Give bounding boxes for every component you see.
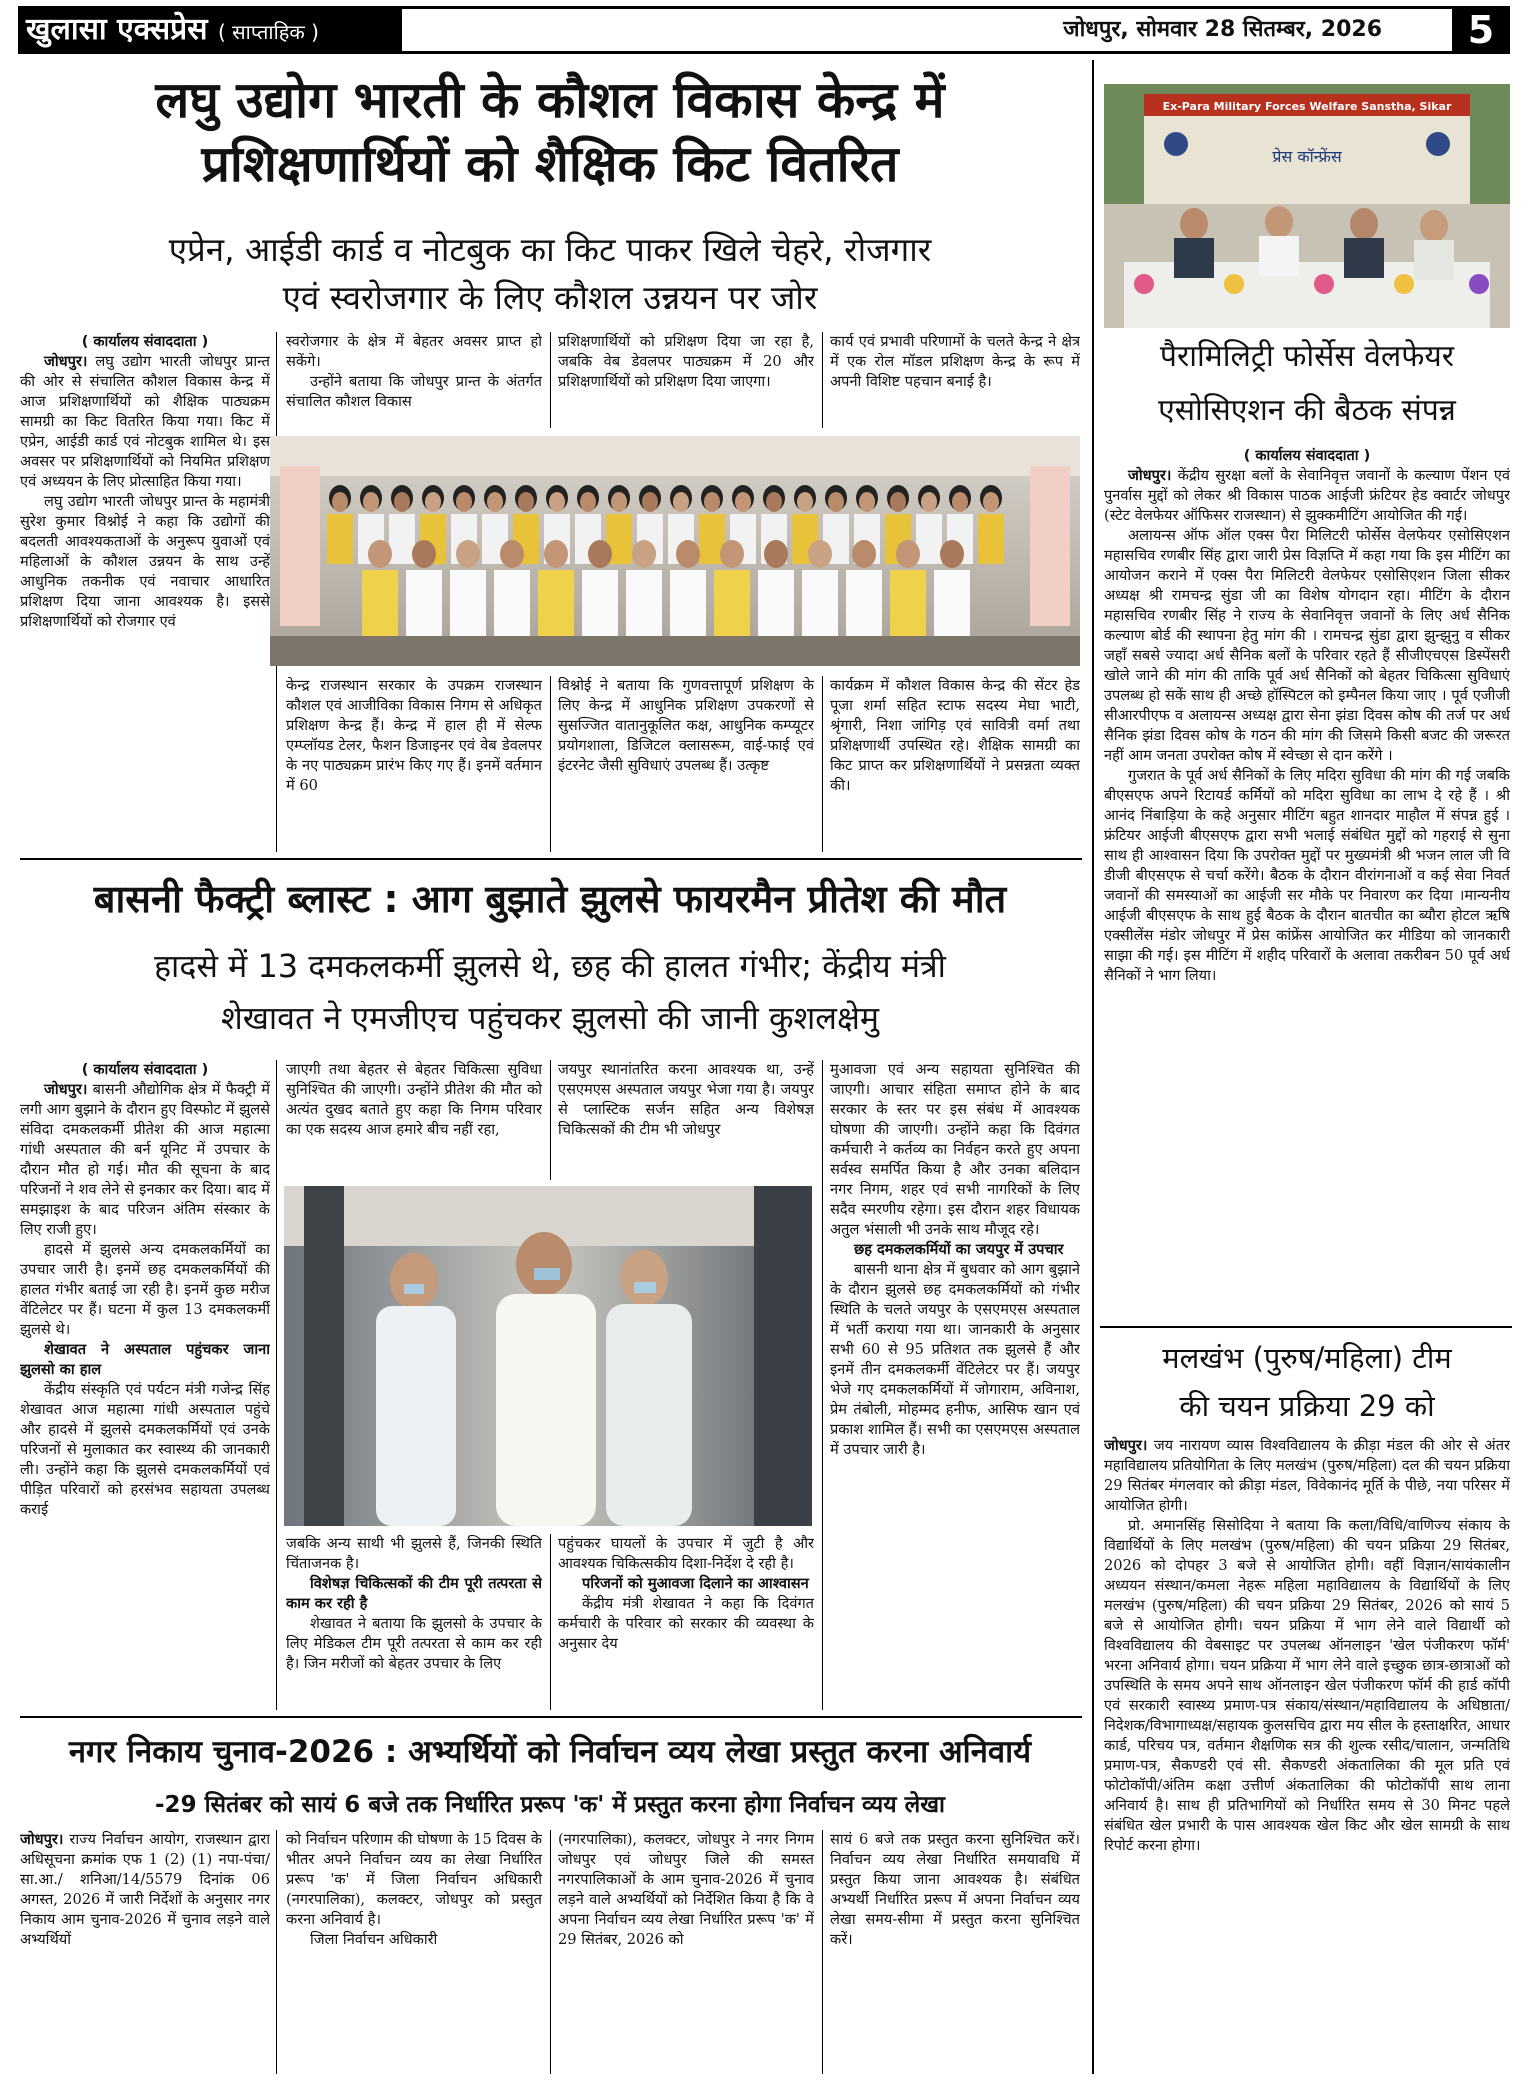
photo-sub-text: प्रेस कॉन्फ्रेंस <box>1272 147 1342 166</box>
story2-col4c-text: बासनी थाना क्षेत्र में बुधवार को आग बुझाने के दौरान झुलसे छह दमकलकर्मियों को गंभीर स्थिति के चलते जयपुर के एसएमएस अस्पताल में भर्ती कराया गया था। जानकारी के अनुसार सभी 60 से 95 प्रतिशत तक झुलसे हैं और इनमें तीन दमकलकर्मी वेंटिलेटर पर हैं। जयपुर भेजे गए दमकलकर्मियों में जोगाराम, अविनाश, प्रेम तंबोली, मोहम्मद हनीफ, आसिफ खान एवं प्रकाश शामिल हैं। सभी का एसएमएस अस्पताल में उपचार जारी है। <box>830 1261 1080 1458</box>
story2-subhead-4: छह दमकलकर्मियों का जयपुर में उपचार <box>854 1241 1064 1258</box>
story2-column-3-top <box>558 1060 814 1180</box>
story1-paragraph-1: लघु उद्योग भारती जोधपुर प्रान्त की ओर से संचालित कौशल विकास केन्द्र में आज प्रशिक्षणार्थियों को शैक्षिक पाठ्यक्रम सामग्री का किट वितरित किया गया। किट में एप्रेन, आईडी कार्ड एवं नोटबुक शामिल थे। इस अवसर पर प्रशिक्षणार्थियों को नियमित प्रशिक्षण एवं अध्ययन के लिए प्रोत्साहित किया गया। <box>20 353 270 490</box>
story2-paragraph-2: हादसे में झुलसे अन्य दमकलकर्मियों का उपचार जारी है। इनमें छह दमकलकर्मियों की हालत गंभीर बताई जा रही है। इनमें कुछ मरीज वेंटिलेटर पर हैं। घटना में कुल 13 दमकलकर्मी झुलसे थे। <box>20 1241 270 1338</box>
rail-divider <box>1092 60 1094 2074</box>
story4-byline: ( कार्यालय संवाददाता ) <box>1243 448 1371 464</box>
story1-col2-text-b: उन्होंने बताया कि जोधपुर प्रान्त के अंतर्गत संचालित कौशल विकास <box>286 373 542 410</box>
story1-deck <box>20 226 1080 326</box>
story1-deck-line2: एवं स्वरोजगार के लिए कौशल उन्नयन पर जोर <box>282 278 818 317</box>
story3-col1-text: राज्य निर्वाचन आयोग, राजस्थान द्वारा अधिसूचना क्रमांक एफ 1 (2) (1) नपा-पंचा/सा.आ./ शनिआ/14/5579 दिनांक 06 अगस्त, 2026 में जारी निर्देशों के अनुसार नगर निकाय आम चुनाव-2026 में चुनाव लड़ने वाले अभ्यर्थियों <box>20 1831 270 1948</box>
story3-col4-text: सायं 6 बजे तक प्रस्तुत करना सुनिश्चित करें। निर्वाचन व्यय लेखा निर्धारित समयावधि में प्रस्तुत किया जाना आवश्यक है। संबंधित अभ्यर्थी निर्धारित प्ररूप में अपना निर्वाचन व्यय लेखा समय-सीमा में प्रस्तुत करना सुनिश्चित करें। <box>830 1831 1080 1948</box>
story2-col3b3-text: केंद्रीय मंत्री शेखावत ने कहा कि दिवंगत कर्मचारी के परिवार को सरकार की व्यवस्था के अनुसार देय <box>558 1595 814 1652</box>
story5-headline <box>1104 1334 1510 1434</box>
story1-column-2-bottom <box>286 676 542 852</box>
story2-col2-text: जाएगी तथा बेहतर से बेहतर चिकित्सा सुविधा सुनिश्चित की जाएगी। उन्होंने प्रीतेश की मौत को अत्यंत दुखद बताते हुए कहा कि निगम परिवार का एक सदस्य आज हमारे बीच नहीं रहा, <box>286 1061 542 1138</box>
story2-column-1 <box>20 1060 270 1710</box>
column-rule <box>550 332 551 428</box>
section-divider <box>20 1716 1082 1718</box>
story2-col2b-text: जबकि अन्य साथी भी झुलसे हैं, जिनकी स्थिति चिंताजनक है। <box>286 1535 542 1572</box>
story2-dateline: जोधपुर। <box>44 1081 88 1098</box>
story4-paragraph-3: गुजरात के पूर्व अर्ध सैनिकों के लिए मदिरा सुविधा की मांग की गई जबकि बीएसएफ अपने रिटायर्ड कर्मियों को मदिरा सुविधा का लाभ दे रहे हैं । श्री आनंद निंबाड़िया के कहे अनुसार मीटिंग बहुत शानदार माहौल में संपन्न हुई । फ्रंटियर आईजी बीएसएफ द्वारा सभी भलाई संबंधित मुद्दों को गहराई से सुना साथ ही आश्वासन दिया कि उपरोक्त मुद्दों पर मुख्यमंत्री श्री भजन लाल जी वि डीजी बीएसएफ से चर्चा करेंगे। बैठक के दौरान वीरांगनाओं व कई सेवा निवर्त जवानों की समस्याओं का आईजी सर मौके पर निवारण कर दिया ।मान्यनीय आईजी बीएसएफ के साथ हुई बैठक के दौरान बातचीत का ब्यौरा होटल ऋषि एक्सीलेंस मंडोर जोधपुर में प्रेस कांफ्रेंस आयोजित कर मीडिया को जानकारी साझा की गई। इस मीटिंग में शहीद परिवारों के अलावा तकरीबन 50 पूर्व अर्ध सैनिकों ने भाग लिया। <box>1104 767 1510 984</box>
column-rule <box>822 1060 823 1710</box>
story1-headline <box>20 68 1080 200</box>
story2-deck-line1: हादसे में 13 दमकलकर्मी झुलसे थे, छह की हालत गंभीर; केंद्रीय मंत्री <box>154 947 946 985</box>
story1-column-2-top <box>286 332 542 428</box>
hospital-photo <box>284 1186 812 1526</box>
story5-headline-line2: की चयन प्रक्रिया 29 को <box>1179 1389 1435 1423</box>
column-rule <box>822 1830 823 2074</box>
story4-body <box>1104 446 1510 1322</box>
story2-paragraph-1: बासनी औद्योगिक क्षेत्र में फैक्ट्री में लगी आग बुझाने के दौरान हुए विस्फोट में झुलसे संविदा दमकलकर्मी प्रीतेश की आज महात्मा गांधी अस्पताल की बर्न यूनिट में उपचार के दौरान मौत हो गई। मौत की सूचना के बाद परिजनों ने शव लेने से इनकार कर दिया। बाद में समझाइश के बाद परिजन अंतिम संस्कार के लिए राजी हुए। <box>20 1081 270 1238</box>
story1-column-4-bottom <box>830 676 1080 852</box>
section-divider <box>20 858 1082 860</box>
story1-headline-line2: प्रशिक्षणार्थियों को शैक्षिक किट वितरित <box>201 135 899 193</box>
story4-paragraph-1: केंद्रीय सुरक्षा बलों के सेवानिवृत्त जवानों के कल्याण पेंशन एवं पुनर्वास मुद्दों को लेकर श्री विकास पाठक आईजी फ्रंटियर हेड क्वार्टर जोधपुर (स्टेट वेलफेयर ऑफिसर राजस्थान) से झुक्कमीटिंग आयोजित की गई। <box>1104 467 1510 524</box>
story2-col3b-text: पहुंचकर घायलों के उपचार में जुटी है और आवश्यक चिकित्सकीय दिशा-निर्देश दे रही है। <box>558 1535 814 1572</box>
story2-column-2-bottom <box>286 1534 542 1710</box>
story1-dateline: जोधपुर। <box>44 353 88 370</box>
story5-paragraph-2: प्रो. अमानसिंह सिसोदिया ने बताया कि कला/विधि/वाणिज्य संकाय के विद्यार्थियों के लिए मलखंभ (पुरुष/महिला) की चयन प्रक्रिया 29 सितंबर, 2026 को दोपहर 3 बजे से आयोजित होगी। वहीं विज्ञान/सायंकालीन अध्ययन संस्थान/कमला नेहरू महिला महाविद्यालय के विद्यार्थियों के लिए मलखंभ (पुरुष/महिला) की चयन प्रक्रिया 29 सितंबर, 2026 को सायं 5 बजे से आयोजित होगी। चयन प्रक्रिया में भाग लेने वाले विद्यार्थी को विश्वविद्यालय की वेबसाइट पर उपलब्ध ऑनलाइन 'खेल पंजीकरण फॉर्म' भरना अनिवार्य होगा। चयन प्रक्रिया में भाग लेने वाले इच्छुक छात्र-छात्राओं को उपस्थिति के समय अपने साथ ऑनलाइन खेल पंजीकरण फॉर्म की हार्ड कॉपी एवं सरकारी स्वास्थ्य प्रमाण-पत्र संकाय/संस्थान/महाविद्यालय के अधिष्ठाता/निदेशक/विभागाध्यक्ष/सहायक कुलसचिव द्वारा मय सील के हस्ताक्षरित, आधार कार्ड, परिचय पत्र, वर्तमान शैक्षणिक सत्र की शुल्क रसीद/चालान, जन्मतिथि प्रमाण-पत्र, सैकण्डरी एवं सी. सैकण्डरी अंकतालिका की मूल प्रति एवं फोटोकॉपी/अंतिम कक्षा उत्तीर्ण अंकतालिका की फोटोकॉपी साथ लाना अनिवार्य है। साथ ही प्रतिभागियों को निर्धारित समय से 30 मिनट पहले संबंधित खेल प्रभारी के पास आवश्यक खेल किट और खेल सामग्री के साथ रिपोर्ट करना होगा। <box>1104 1517 1510 1854</box>
column-rule <box>550 1534 551 1710</box>
story4-headline-line2: एसोसिएशन की बैठक संपन्न <box>1158 393 1456 428</box>
story1-column-4-top <box>830 332 1080 428</box>
hospital-photo-image <box>284 1186 812 1526</box>
story1-deck-line1: एप्रेन, आईडी कार्ड व नोटबुक का किट पाकर खिले चेहरे, रोजगार <box>168 230 932 269</box>
masthead-band <box>402 6 1452 54</box>
story3-col2b-text: जिला निर्वाचन अधिकारी <box>310 1931 438 1948</box>
column-rule <box>550 1830 551 2074</box>
story2-column-4 <box>830 1060 1080 1710</box>
press-conference-photo <box>1104 84 1510 328</box>
story3-dateline: जोधपुर। <box>20 1831 64 1848</box>
page-number: 5 <box>1452 6 1510 54</box>
story3-headline <box>20 1724 1080 1782</box>
story2-deck-line2: शेखावत ने एमजीएच पहुंचकर झुलसो की जानी कुशलक्षेमु <box>220 999 880 1037</box>
newspaper-title <box>18 6 402 54</box>
story2-headline-text: बासनी फैक्ट्री ब्लास्ट : आग बुझाते झुलसे फायरमैन प्रीतेश की मौत <box>93 877 1007 921</box>
story2-deck <box>20 940 1080 1052</box>
group-photo-image <box>270 436 1080 666</box>
story1-col4-text: कार्य एवं प्रभावी परिणामों के चलते केन्द्र ने क्षेत्र में एक रोल मॉडल प्रशिक्षण केन्द्र के रूप में अपनी विशिष्ट पहचान बनाई है। <box>830 333 1080 390</box>
story5-dateline: जोधपुर। <box>1104 1437 1148 1454</box>
story3-headline-text: नगर निकाय चुनाव-2026 : अभ्यर्थियों को निर्वाचन व्यय लेखा प्रस्तुत करना अनिवार्य <box>68 1734 1032 1770</box>
story2-paragraph-3: केंद्रीय संस्कृति एवं पर्यटन मंत्री गजेन्द्र सिंह शेखावत आज महात्मा गांधी अस्पताल पहुंचे और हादसे में झुलसे दमकलकर्मियों एवं उनके परिजनों से मुलाकात कर स्वास्थ्य की जानकारी ली। उन्होंने कहा कि झुलसे दमकलकर्मियों एवं पीड़ित परिवारों को हरसंभव सहायता उपलब्ध कराई <box>20 1381 270 1518</box>
story1-column-1 <box>20 332 270 852</box>
story2-col2b3-text: शेखावत ने बताया कि झुलसो के उपचार के लिए मेडिकल टीम पूरी तत्परता से काम कर रही है। जिन मरीजों को बेहतर उपचार के लिए <box>286 1615 542 1672</box>
story5-body <box>1104 1436 1510 2074</box>
story2-subhead-2: विशेषज्ञ चिकित्सकों की टीम पूरी तत्परता से काम कर रही है <box>286 1575 542 1612</box>
column-rule <box>550 1060 551 1180</box>
story4-headline-line1: पैरामिलिट्री फोर्सेस वेलफेयर <box>1159 339 1455 374</box>
story1-column-3-bottom <box>558 676 814 852</box>
column-rule <box>822 676 823 852</box>
story3-col2-text: को निर्वाचन परिणाम की घोषणा के 15 दिवस के भीतर अपने निर्वाचन व्यय का लेखा निर्धारित प्ररूप 'क' में जिला निर्वाचन अधिकारी (नगरपालिका), कलक्टर, जोधपुर को प्रस्तुत करना अनिवार्य है। <box>286 1831 542 1928</box>
story4-paragraph-2: अलायन्स ऑफ ऑल एक्स पैरा मिलिटरी फोर्सेस वेलफेयर एसोसिएशन महासचिव रणबीर सिंह द्वारा जारी प्रेस विज्ञप्ति में कहा गया कि इस मीटिंग का आयोजन कराने में एक्स पैरा मिलिटरी वेलफेयर एसोसिएशन जिला सीकर अध्यक्ष श्री रामचन्द्र सुंडा जी का विशेष योगदान रहा। मीटिंग के दौरान महासचिव रणबीर सिंह ने राज्य के सेवानिवृत्त जवानों के लिए अर्ध सैनिक कल्याण बोर्ड की स्थापना हेतु मांग की । रामचन्द्र सुंडा द्वारा झुन्झुनु व सीकर जहाँ सबसे ज्यादा अर्ध सैनिक बलों के परिवार रहते हैं सीजीएचएस डिस्पेंसरी खोले जाने की मांग की ताकि पूर्व अर्ध सैनिकों को बेहतर चिकित्सा सुविधाएं उपलब्ध हो सकें साथ ही अच्छे हॉस्पिटल को इम्पैनल किया जाए । पूर्व एजीजी सीआरपीएफ व अलायन्स अध्यक्ष द्वारा सेना झंडा दिवस कोष की तर्ज पर अर्ध सैनिक झंडा दिवस कोष के गठन की मांग की जिसमे किसी बजट की जरूरत नहीं आम जनता उपरोक्त कोष में स्वेच्छा से दान करेंगे । <box>1104 527 1510 764</box>
issue-date: जोधपुर, सोमवार 28 सितम्बर, 2026 <box>1063 17 1382 42</box>
story2-headline <box>20 866 1080 936</box>
story1-col3-text: प्रशिक्षणार्थियों को प्रशिक्षण दिया जा रहा है, जबकि वेब डेवलपर पाठ्यक्रम में 20 और प्रशिक्षणार्थियों को प्रशिक्षण दिया जाएगा। <box>558 333 814 390</box>
story3-column-3 <box>558 1830 814 2074</box>
story2-column-2-top <box>286 1060 542 1180</box>
story1-col2b-text: केन्द्र राजस्थान सरकार के उपक्रम राजस्थान कौशल एवं आजीविका विकास निगम से अधिकृत प्रशिक्षण केन्द्र हैं। केन्द्र में हाल ही में सेल्फ एम्प्लॉयड टेलर, फैशन डिजाइनर एवं वेब डेवलपर के नए पाठ्यक्रम प्रारंभ किए गए हैं। इनमें वर्तमान में 60 <box>286 677 542 794</box>
story2-col4-text: मुआवजा एवं अन्य सहायता सुनिश्चित की जाएगी। आचार संहिता समाप्त होने के बाद सरकार के स्तर पर इस संबंध में आवश्यक घोषणा की जाएगी। उन्होंने कहा कि दिवंगत कर्मचारी ने कर्तव्य का निर्वहन करते हुए अपना सर्वस्व समर्पित किया है और उनका बलिदान नगर निगम, शहर एवं सभी नागरिकों के लिए सदैव स्मरणीय रहेगा। इस दौरान शहर विधायक अतुल भंसाली भी उनके साथ मौजूद रहे। <box>830 1061 1080 1238</box>
story1-column-3-top <box>558 332 814 428</box>
section-divider <box>1100 1326 1512 1328</box>
story1-col4b-text: कार्यक्रम में कौशल विकास केन्द्र की सेंटर हेड पूजा शर्मा सहित स्टाफ सदस्य मेघा भाटी, श्रृंगारी, निशा जांगिड़ एवं सावित्री वर्मा तथा प्रशिक्षणार्थी उपस्थित रहे। शैक्षिक सामग्री का किट प्राप्त कर प्रशिक्षणार्थियों ने प्रसन्नता व्यक्त की। <box>830 677 1080 794</box>
column-rule <box>550 676 551 852</box>
story3-column-4 <box>830 1830 1080 2074</box>
masthead <box>18 6 1510 54</box>
column-rule <box>276 1060 277 1710</box>
story1-paragraph-2: लघु उद्योग भारती जोधपुर प्रान्त के महामंत्री सुरेश कुमार विश्नोई ने कहा कि उद्योगों की बदलती आवश्यकताओं के अनुरूप युवाओं एवं महिलाओं के कौशल उन्नयन के साथ उन्हें आधुनिक तकनीक एवं नवाचार आधारित प्रशिक्षण दिया जाना आवश्यक है। इससे प्रशिक्षणार्थियों को रोजगार एवं <box>20 493 270 630</box>
story3-column-2 <box>286 1830 542 2074</box>
column-rule <box>276 1830 277 2074</box>
story1-col3b-text: विश्नोई ने बताया कि गुणवत्तापूर्ण प्रशिक्षण के लिए केन्द्र में आधुनिक प्रशिक्षण उपकरणों से सुसज्जित वातानुकूलित कक्ष, आधुनिक कम्प्यूटर प्रयोगशाला, डिजिटल क्लासरूम, वाई-फाई एवं इंटरनेट जैसी सुविधाएं उपलब्ध हैं। उत्कृष्ट <box>558 677 814 774</box>
story4-headline <box>1104 330 1510 442</box>
story1-col2-text: स्वरोजगार के क्षेत्र में बेहतर अवसर प्राप्त हो सकेंगे। <box>286 333 542 370</box>
story2-column-3-bottom <box>558 1534 814 1710</box>
story2-subhead-1: शेखावत ने अस्पताल पहुंचकर जाना झुलसो का हाल <box>20 1341 270 1378</box>
group-photo <box>270 436 1080 666</box>
story2-byline: ( कार्यालय संवाददाता ) <box>81 1062 209 1078</box>
press-photo-image <box>1104 84 1510 328</box>
edition-text: ( साप्ताहिक ) <box>218 20 319 44</box>
title-text: खुलासा एक्सप्रेस <box>26 12 208 47</box>
story5-headline-line1: मलखंभ (पुरुष/महिला) टीम <box>1162 1341 1452 1375</box>
story3-col3-text: (नगरपालिका), कलक्टर, जोधपुर ने नगर निगम जोधपुर एवं जोधपुर जिले की समस्त नगरपालिकाओं के आम चुनाव-2026 में चुनाव लड़ने वाले अभ्यर्थियों को निर्देशित किया है कि वे अपना निर्वाचन व्यय लेखा निर्धारित प्ररूप 'क' में 29 सितंबर, 2026 को <box>558 1831 814 1948</box>
photo-banner-text: Ex-Para Military Forces Welfare Sanstha, Sikar <box>1162 100 1452 113</box>
story5-paragraph-1: जय नारायण व्यास विश्वविद्यालय के क्रीड़ा मंडल की ओर से अंतर महाविद्यालय प्रतियोगिता के लिए मलखंभ (पुरुष/महिला) दल की चयन प्रक्रिया 29 सितंबर मंगलवार को क्रीड़ा मंडल, विवेकानंद मूर्ति के पीछे, नया परिसर में आयोजित होगी। <box>1104 1437 1510 1514</box>
column-rule <box>822 332 823 428</box>
story3-column-1 <box>20 1830 270 2074</box>
story2-col3-text: जयपुर स्थानांतरित करना आवश्यक था, उन्हें एसएमएस अस्पताल जयपुर भेजा गया है। जयपुर से प्लास्टिक सर्जन सहित अन्य विशेषज्ञ चिकित्सकों की टीम भी जोधपुर <box>558 1061 814 1138</box>
story2-subhead-3: परिजनों को मुआवजा दिलाने का आश्वासन <box>582 1575 809 1592</box>
story1-headline-line1: लघु उद्योग भारती के कौशल विकास केन्द्र में <box>155 71 945 129</box>
story4-dateline: जोधपुर। <box>1128 467 1172 484</box>
story3-deck-text: -29 सितंबर को सायं 6 बजे तक निर्धारित प्ररूप 'क' में प्रस्तुत करना होगा निर्वाचन व्यय लेखा <box>155 1792 945 1818</box>
story3-deck <box>20 1784 1080 1828</box>
story1-byline: ( कार्यालय संवाददाता ) <box>81 334 209 350</box>
